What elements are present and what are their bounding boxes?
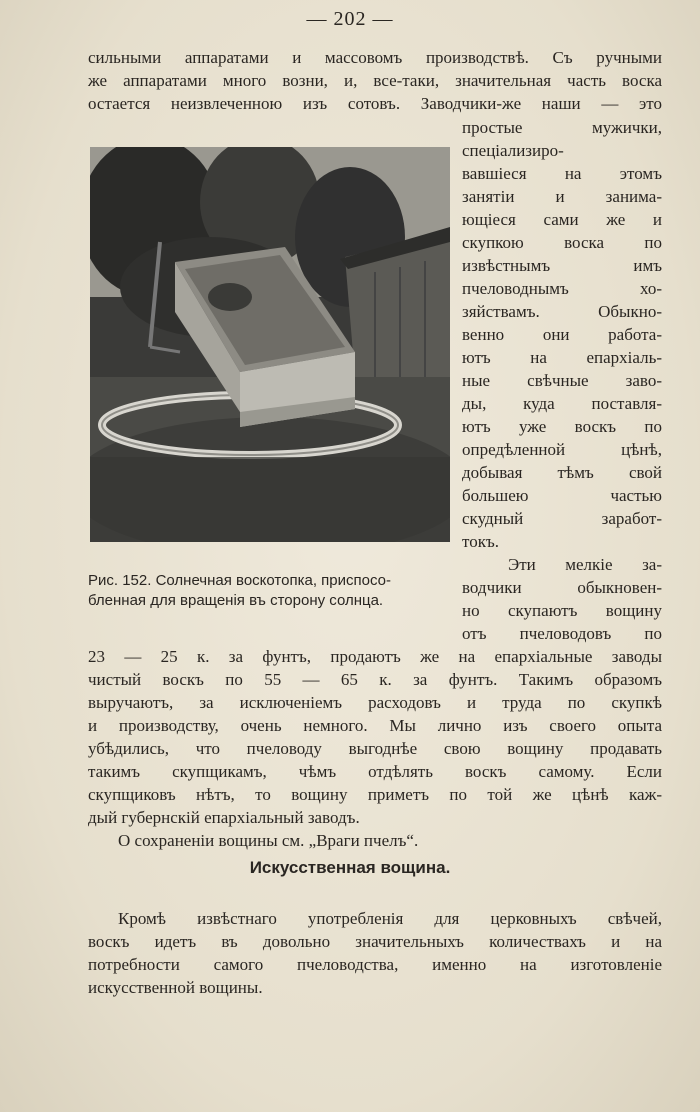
body-text-line: сильными аппаратами и массовомъ производствѣ. Съ ручными [88,48,662,67]
body-text-line: ютъ уже воскъ по [462,417,662,436]
page-number: — 202 — [306,8,394,30]
body-text-line: токъ. [462,532,500,551]
body-text-line: такимъ скупщикамъ, чѣмъ отдѣлять воскъ самому. Если [88,762,662,781]
body-text-line: простые мужички, [462,118,662,137]
body-text-line: скупщиковъ нѣтъ, то вощину приметъ по той же цѣнѣ каж- [88,785,662,804]
body-text-line: дый губернскiй епархiальный заводъ. [88,808,360,827]
cross-reference: О сохраненiи вощины см. „Враги пчелъ“. [118,831,419,850]
section-heading: Искусственная вощина. [249,858,451,877]
body-text-line: пчеловоднымъ хо- [462,279,662,298]
body-text-line: же аппаратами много возни, и, все-таки, значительная часть воска [88,71,662,90]
body-text-line: Эти мелкiе за- [508,555,662,574]
body-text-line: 23 — 25 к. за фунтъ, продаютъ же на епархiальные заводы [88,647,662,666]
figure-caption: бленная для вращенiя въ сторону солнца. [88,592,384,609]
body-text-line: извѣстнымъ имъ [462,256,662,275]
figure-photo-solar-wax-melter [90,147,450,542]
body-text-line: Кромѣ извѣстнаго употребленiя для церковныхъ свѣчей, [118,909,662,928]
body-text-line: воскъ идетъ въ довольно значительныхъ количествахъ и на [88,932,662,951]
body-text-line: остается неизвлеченною изъ сотовъ. Заводчики-же наши — это [88,94,662,113]
body-text-line: зяйствамъ. Обыкно- [462,302,662,321]
body-text-line: ды, куда поставля- [462,394,662,413]
body-text-line: чистый воскъ по 55 — 65 к. за фунтъ. Такимъ образомъ [88,670,662,689]
body-text-line: но скупаютъ вощину [462,601,662,620]
body-text-line: опредѣленной цѣнѣ, [462,440,662,459]
body-text-line: убѣдились, что пчеловоду выгоднѣе свою вощину продавать [88,739,662,758]
figure-caption: Рис. 152. Солнечная воскотопка, приспосо- [88,572,391,589]
body-text-line: искусственной вощины. [88,978,263,997]
body-text-line: ютъ на епархiаль- [462,348,662,367]
body-text-line: выручаютъ, за исключенiемъ расходовъ и труда по скупкѣ [88,693,662,712]
body-text-line: ные свѣчные заво- [462,371,662,390]
body-text-line: скупкою воска по [462,233,662,252]
body-text-line: большею частью [462,486,662,505]
body-text-line: спеціализиро- [462,141,564,160]
body-text-line: и производству, очень немного. Мы лично изъ своего опыта [88,716,662,735]
body-text-line: венно они работа- [462,325,662,344]
solar-wax-melter-illustration [90,147,450,542]
body-text-line: отъ пчеловодовъ по [462,624,662,643]
body-text-line: скудный заработ- [462,509,662,528]
body-text-line: ющiеся сами же и [462,210,662,229]
body-text-line: вавшiеся на этомъ [462,164,662,183]
body-text-line: добывая тѣмъ свой [462,463,662,482]
body-text-line: водчики обыкновен- [462,578,662,597]
body-text-line: занятiи и занима- [462,187,662,206]
body-text-line: потребности самого пчеловодства, именно на изготовленiе [88,955,662,974]
